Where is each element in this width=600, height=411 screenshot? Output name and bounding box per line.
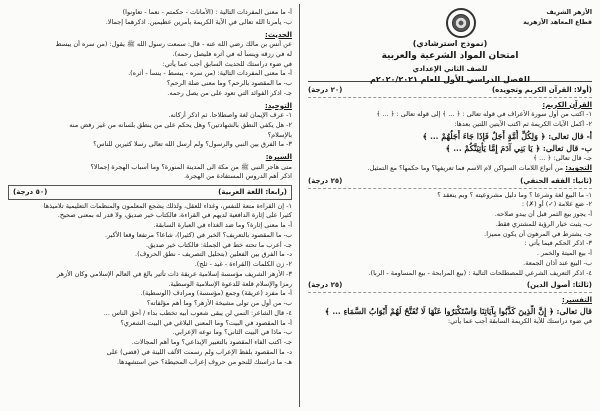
verse-line: ب- قال تعالى: ﴿ يَا بَنِي آدَمَ إِمَّا يَأْتِيَنَّكُمْ ... ﴾ [445,142,592,153]
verse-line: قال تعالى: ﴿ إِنَّ الَّذِينَ كَذَّبُوا بِآيَاتِنَا وَاسْتَكْبَرُوا عَنْهَا لَا تُفَتَّحُ لَهُمْ أَبْوَابُ السَّمَاءِ ... ﴾ [324,306,592,317]
section-score: (٢٥ درجة) [308,177,343,185]
hadith-line: عن أنس بن مالك رضي الله عنه - قال: سمعت رسول الله ﷺ يقول: (من سره أن يبسط [55,40,292,48]
tajweed-subheading: التجويد: [565,164,592,173]
quran-subheading: القرآن الكريم: [542,100,592,109]
column-divider [299,4,300,407]
arabic-line: هـ- ما دراستك للنحو من حروف إعراب المحيطة؟ حين استشهدها. [116,357,292,366]
model-label: (نموذج استرشادي) [412,39,488,48]
arabic-line: أ- ما المقصود في البيت؟ وما المعنى البلاغي في البيت الشعري؟ [120,318,292,327]
arabic-line: ب- من أول من تولى مشيخة الأزهر؟ وما أهم مؤلفاته؟ [146,299,292,307]
fiqh-line: ب- البيع عند أذان الجمعة. [523,258,592,267]
arabic-line: د- ما الفرق بين الفعلين (بتحليل التصريف - نطق الحروف). [135,250,292,259]
section-score: (٢٠ درجة) [308,86,343,94]
fiqh-line: ٢- ضع علامة (✓) أو (✗) : [521,200,592,209]
question-line: ٢- أكمل الآيات الكريمة ثم اكتب الآيتين اللتين بعدها: [454,119,592,128]
tajweed-line [308,163,592,174]
section-arabic-header [8,185,292,200]
arabic-line: ٣- الأزهر الشريف مؤسسة إسلامية عريقة ذات تأثير بالغ في العالم الإسلامي وكان الأزهر [56,269,292,278]
fiqh-line: ب- يثبت خيار الرؤية للمشتري فقط. [495,219,592,228]
question-line: أ- ما معنى المفردات التالية: (من سره - يبسط - ينسأ - أثره). [128,69,292,78]
arabic-line: ب- ماذا في البيت الثاني؟ وما نوعه الإعرابي. [172,328,292,337]
question-line: ب- يأمرنا الله تعالى في الآية الكريمة بأمرين عظيمين. اذكرهما إجمالا. [105,17,292,26]
tawheed-subheading: التوحيد: [264,101,292,110]
exam-title-block [308,38,592,86]
arabic-line: جـ- اكتب الفاء المقصود بالتعبير الإبداعي؟ وما أهم المجالات. [131,338,292,346]
question-line: جـ- قال تعالى: ﴿ ... ﴾ [533,153,592,162]
grade-label: للصف الثاني الإعدادي [412,64,488,73]
arabic-line: كثيرا على إثارة الدافعية لديهم في القراءة، فالكتاب خير صديق، ولا قدر له بمعنى صحيح. [57,211,292,220]
org-line-2: قطاع المعاهد الأزهرية [523,19,592,27]
question-line: ١- عرف الإيمان لغة واصطلاحا. ثم اذكر أركانه. [168,111,292,119]
section-score: (٥٠ درجة) [13,188,48,196]
question-line: بالإسلام؟ [267,130,292,139]
section-fiqh-header [308,176,592,189]
exam-header [308,8,592,82]
tafsir-subheading: التفسير: [561,295,592,304]
right-column [302,6,598,407]
question-line: جـ- اذكر الفوائد التي تعود على من يصل رحمه. [167,88,292,97]
question-line: اذكر أهم الدروس المستفادة من الهجرة. [183,172,292,181]
organization-block [502,8,592,28]
fiqh-line: ١- ما البيع لغة وشرعا ؟ وما دليل مشروعيته ؟ وبم ينعقد ؟ [437,190,592,199]
fiqh-line: ٤- اذكر التعريف الشرعي للمصطلحات التالية : (بيع المرابحة - بيع المساومة - الربا). [368,268,592,277]
arabic-line: ب- ما المقصود بالتعريف؟ الخبر في (كثيرا)، شاعا؟ مرتفعا وقعا الأكبر. [105,230,292,239]
section-score: (٢٥ درجة) [308,281,343,290]
arabic-line: أ- ما مفرد (عريقة) وجمع (مؤسسة) ومرادف (الوسطية). [140,289,292,298]
question-line: ١- اكتب من أول سورة الأعراف في قوله تعالى : ﴿ ... ﴾ إلى قوله تعالى : ﴿ ... ﴾ [376,110,592,118]
arabic-line: رمزا والإسلام قلعة للدعوة الإسلامية الوسطية. [168,279,292,288]
arabic-line: أ- ما معنى إثارة؟ وما ضد الغذاء في العبارة السابقة. [153,221,292,229]
arabic-line: ٢- زن الكلمات (القراءة - غيد - ثلج). [194,260,292,268]
question-line: ب- ما المقصود بالرحم؟ وما معنى صلة الرحم؟ [166,79,292,87]
fiqh-line: جـ- يشترط في المرهون أن يكون مميزا. [484,229,592,238]
section-title: (رابعا: اللغة العربية) [218,188,287,196]
left-column [2,6,298,407]
question-line: متى هاجر النبي ﷺ من مكة الى المدينة المنورة؟ وما أسباب الهجرة إجمالا؟ [90,162,292,171]
arabic-line: د- ما المقصود بلفظ الإعراب ولم رسمت الألف اللينة في (قضى) على [106,347,292,356]
question-line: ٣- ما الفرق بين النبي والرسول؟ ولم أرسل الله تعالى رسلا كثيرين للناس؟ [93,140,292,149]
question-line: ٢- هل يكفي النطق بالشهادتين؟ وهل يحكم على من ينطق بلسانه من غير رفض منه [69,120,292,129]
question-line: أ- ما معنى المفردات التالية : (الأمانات - حكمتم - نعما - تعاونوا) [122,8,292,16]
section-quran-header [308,85,592,98]
hadith-subheading: الحديث: [265,30,292,39]
section-title: (ثانيا: الفقه الحنفي) [520,177,592,185]
section-usul-header [308,280,592,293]
fiqh-line: ٣- اذكر الحكم فيما يأتي : [524,239,592,248]
seerah-subheading: السيرة: [265,153,292,161]
azhar-logo-icon [446,8,476,38]
exam-title: امتحان المواد الشرعية والعربية [381,51,519,61]
question-line: في ضوء دراستك للآية الكريمة السابقة أجب عما يأتي: [447,317,592,326]
section-title: (ثالثا: أصول الدين) [526,281,592,290]
section-title: (أولا: القرآن الكريم وتجويده) [491,86,592,94]
hadith-line: له في رزقه وينسأ له في أثره فليصل رحمه). [172,49,292,58]
fiqh-line: أ- يجوز بيع الثمر قبل أن يبدو صلاحه. [494,210,592,218]
arabic-line: جـ- أعرب ما تحته خط في الجملة: فالكتاب خير صديق. [146,240,292,249]
org-line-1: الأزهر الشريف [546,9,592,16]
arabic-line: ١- إن القراءة متعة للنفس، وغذاء للعقل، ولذلك يشجع المعلمون والمنظمات التعليمية تلاميذها [43,201,292,210]
question-line: في ضوء دراستك للحديث السابق أجب عما يأتي: [162,59,292,68]
fiqh-line: أ- بيع الميتة والخمر . [536,249,592,257]
arabic-line: ٤- قال الشاعر: النمي لن يبقى شعوب أبيه تخطب بداء / أحق الناس ... [103,308,292,317]
verse-line: أ- قال تعالى: ﴿ وَلِكُلِّ أُمَّةٍ أَجَلٌ فَإِذَا جَاءَ أَجَلُهُمْ ... ﴾ [422,130,592,141]
term-label: للفصل الدراسي الأول للعام ٢٠٢٠/٢٠٢١م [370,75,530,84]
tajweed-question: من أنواع اللامات السواكن لام الاسم فما تعريفها؟ وما حكمها؟ مع التمثيل. [367,164,564,173]
